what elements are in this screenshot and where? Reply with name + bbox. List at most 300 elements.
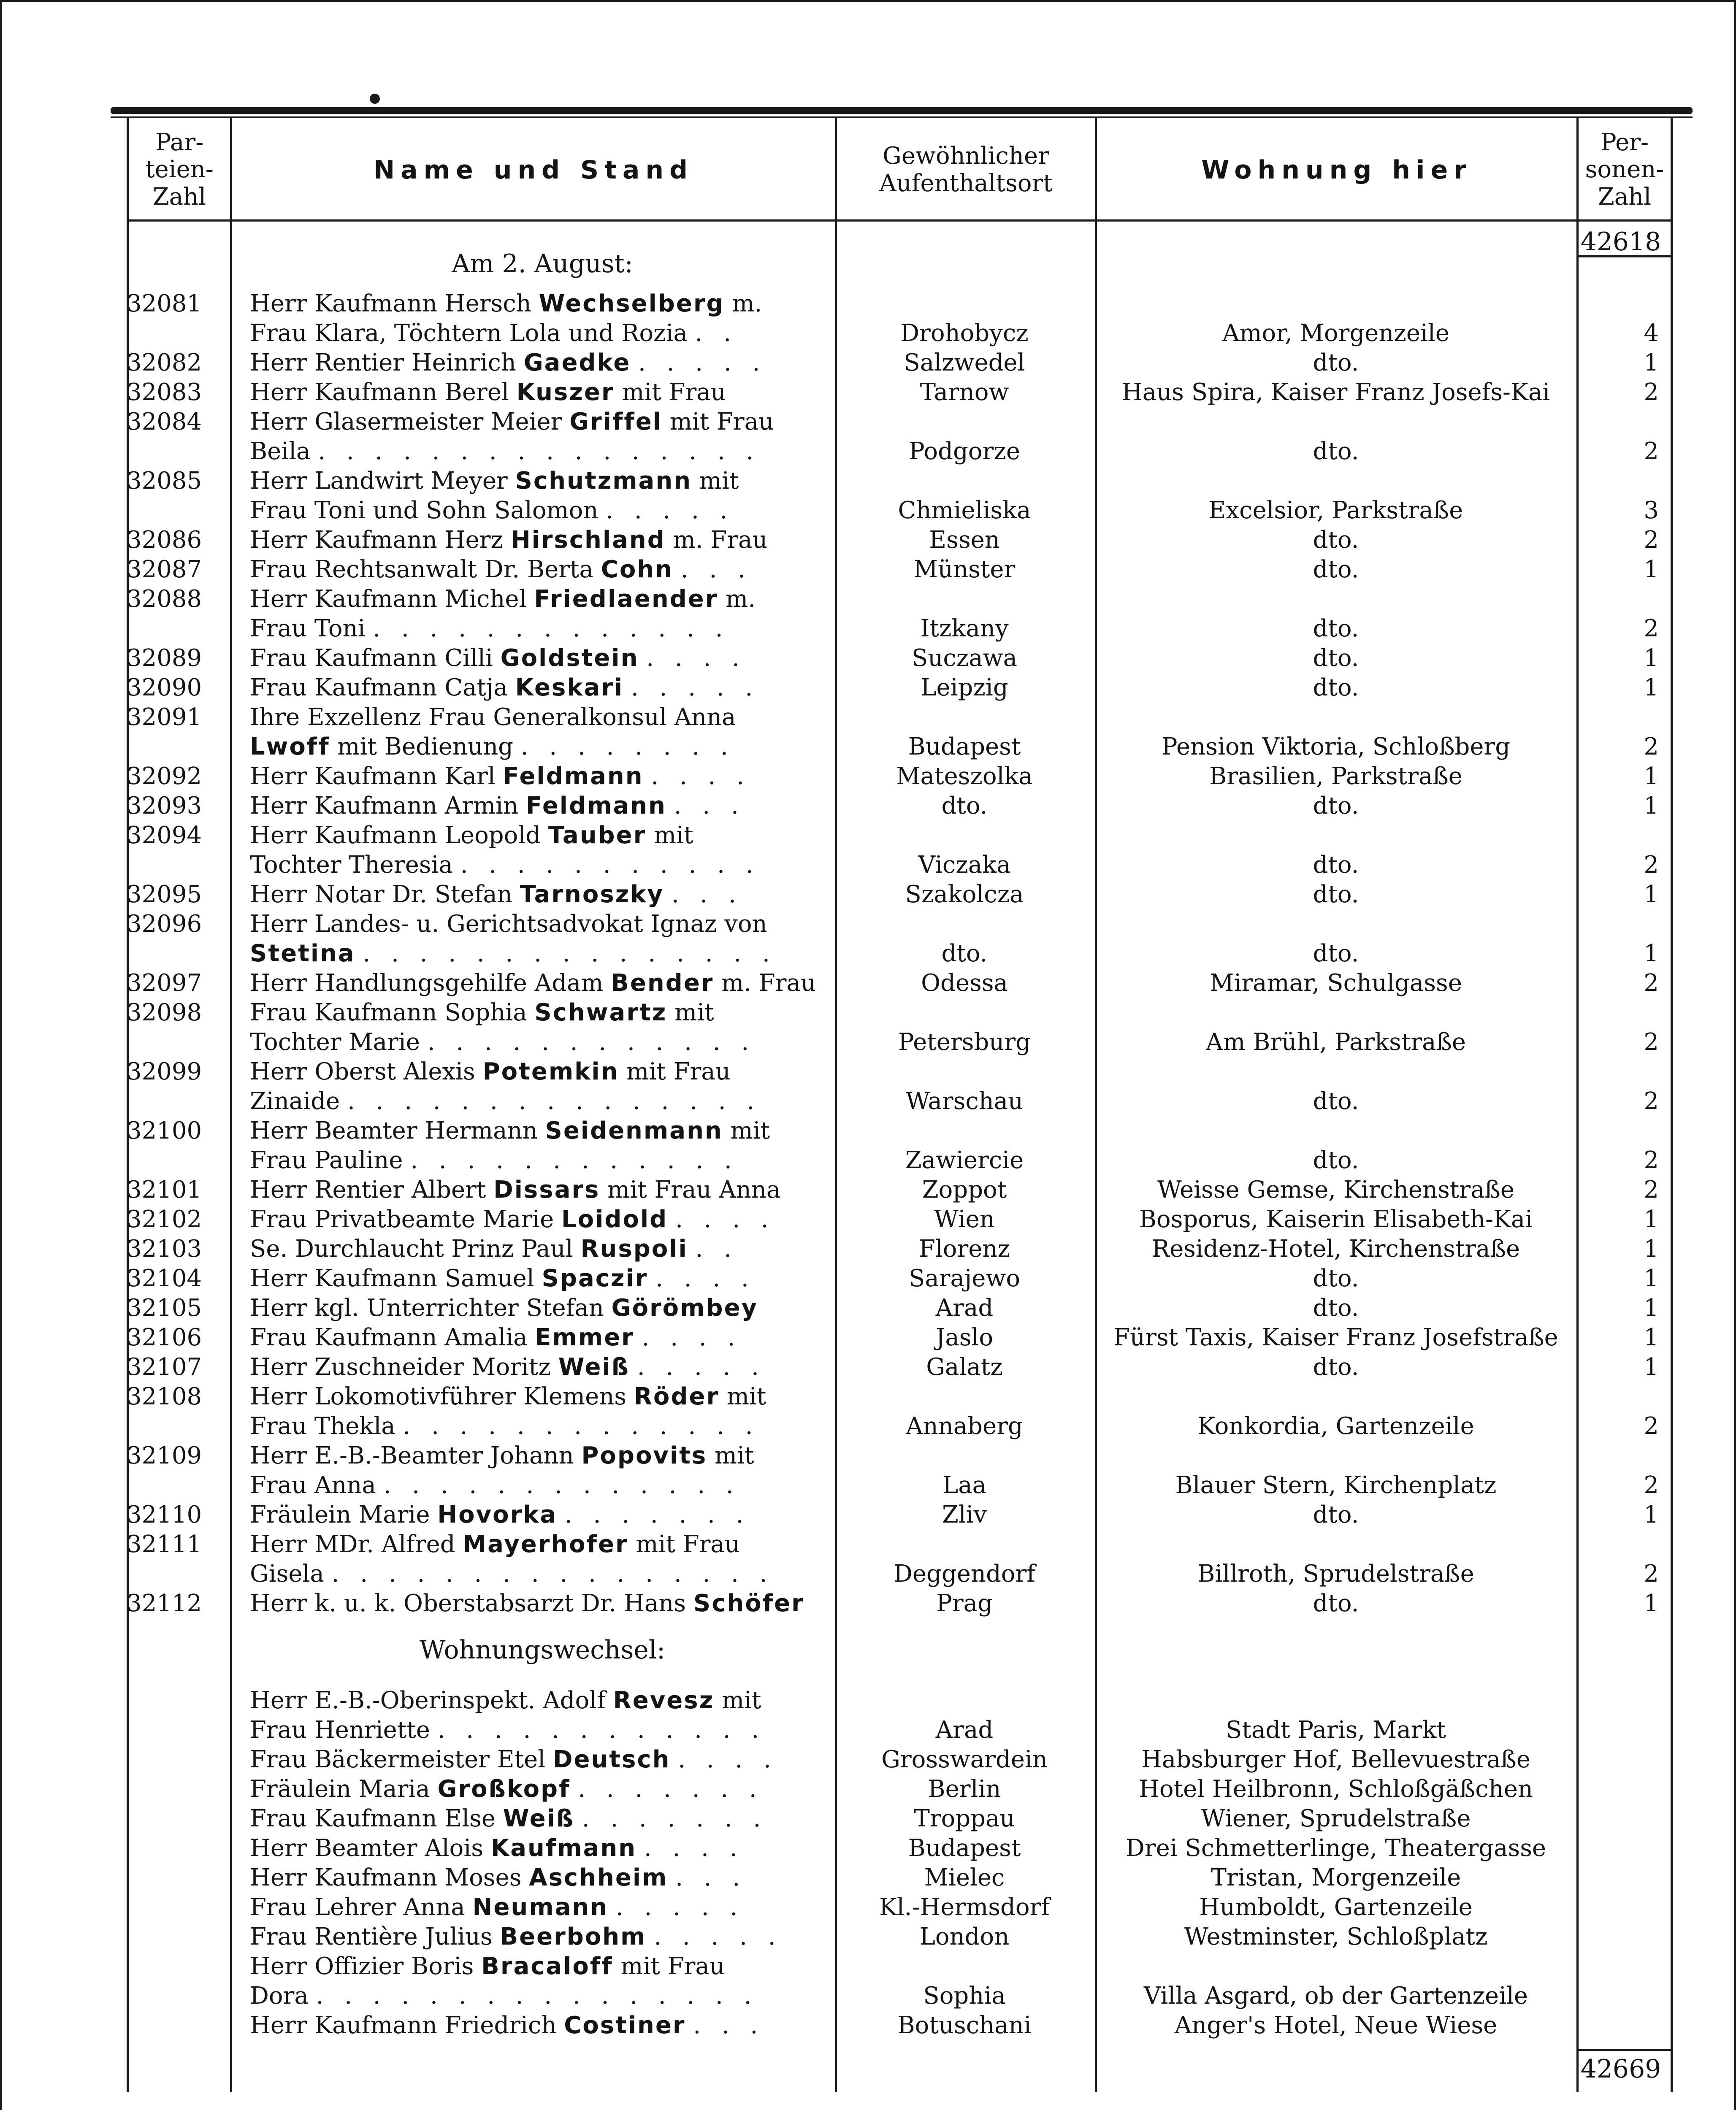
person-count: 4 <box>1644 319 1659 347</box>
party-number: 32081 <box>127 290 202 317</box>
leader-dots: . . . . <box>675 1206 775 1233</box>
party-number: 32097 <box>127 969 202 997</box>
name-line <box>250 821 828 850</box>
usual-residence: Grosswardein <box>881 1746 1048 1773</box>
name-line <box>250 1087 828 1116</box>
surname: Griffel <box>569 408 662 436</box>
leader-dots: . . . . . . . . . . . . <box>437 1716 766 1744</box>
party-number: 32107 <box>127 1353 202 1381</box>
usual-residence: dto. <box>941 940 988 967</box>
dwelling-here: dto. <box>1313 438 1359 465</box>
usual-residence: Mielec <box>924 1864 1005 1891</box>
party-number: 32091 <box>127 703 202 731</box>
name-line <box>250 1775 828 1804</box>
name-line <box>250 1028 828 1057</box>
name-prefix: Herr Kaufmann Armin <box>250 792 526 820</box>
surname: Feldmann <box>503 763 644 790</box>
name-continuation: mit Bedienung <box>330 733 513 760</box>
surname: Tarnoszky <box>520 881 664 908</box>
dwelling-here: Habsburger Hof, Bellevuestraße <box>1141 1746 1530 1773</box>
leader-dots: . . . . . . . <box>565 1501 750 1528</box>
leader-dots: . . . . . . . . <box>520 733 735 760</box>
name-line <box>250 555 828 584</box>
name-line <box>250 1234 828 1264</box>
leader-dots: . . . . . . . . . . . . . . . . <box>316 1982 758 2010</box>
dwelling-here: Billroth, Sprudelstraße <box>1197 1560 1474 1588</box>
party-number: 32096 <box>127 910 202 938</box>
leader-dots: . . . . <box>642 1324 742 1351</box>
leader-dots: . . . . . <box>654 1923 783 1950</box>
person-count: 1 <box>1644 556 1659 583</box>
name-line <box>250 1205 828 1234</box>
surname: Kuszer <box>516 379 615 406</box>
surname: Röder <box>634 1383 720 1410</box>
party-number: 32090 <box>127 674 202 701</box>
dwelling-here: dto. <box>1313 881 1359 908</box>
dwelling-here: dto. <box>1313 556 1359 583</box>
name-line <box>250 1323 828 1353</box>
surname: Potemkin <box>482 1058 619 1085</box>
usual-residence: Zliv <box>942 1501 987 1528</box>
name-line <box>250 584 828 614</box>
dwelling-here: dto. <box>1313 1147 1359 1174</box>
name-prefix: Herr k. u. k. Oberstabsarzt Dr. Hans <box>250 1590 693 1617</box>
leader-dots: . . . . . . . . . . . . . <box>403 1412 760 1440</box>
surname: Tauber <box>548 822 647 849</box>
total-rule-bottom <box>1576 2049 1673 2051</box>
party-number: 32088 <box>127 585 202 613</box>
leader-dots: . . . . <box>646 644 746 672</box>
name-line <box>250 732 828 762</box>
person-count: 2 <box>1644 1147 1659 1174</box>
surname: Beerbohm <box>500 1923 647 1950</box>
surname: Mayerhofer <box>463 1531 628 1558</box>
leader-dots: . . . . . <box>637 1353 766 1381</box>
party-number: 32112 <box>127 1590 202 1617</box>
surname: Gaedke <box>523 349 631 376</box>
dwelling-here: Weisse Gemse, Kirchenstraße <box>1157 1176 1514 1204</box>
party-number: 32093 <box>127 792 202 820</box>
name-suffix: m. Frau <box>665 526 768 554</box>
header-persons-line-1: Per- <box>1601 128 1649 156</box>
dwelling-here: Anger's Hotel, Neue Wiese <box>1174 2012 1498 2039</box>
name-line <box>250 880 828 909</box>
header-dwelling: Wohnung hier <box>1201 155 1472 185</box>
party-number: 32084 <box>127 408 202 436</box>
name-prefix: Frau Kaufmann Catja <box>250 674 515 701</box>
leader-dots: . . . . . . . . . . . <box>460 851 760 879</box>
surname: Dissars <box>493 1176 600 1204</box>
header-name: Name und Stand <box>373 155 694 185</box>
name-prefix: Herr E.-B.-Oberinspekt. Adolf <box>250 1687 613 1714</box>
leader-dots: . . . <box>674 792 745 820</box>
name-line <box>250 348 828 378</box>
name-prefix: Frau Kaufmann Cilli <box>250 644 501 672</box>
name-prefix: Herr Kaufmann Herz <box>250 526 511 554</box>
person-count: 1 <box>1644 881 1659 908</box>
surname: Friedlaender <box>534 585 718 613</box>
dwelling-here: Am Brühl, Parkstraße <box>1205 1028 1466 1056</box>
usual-residence: Podgorze <box>909 438 1020 465</box>
dwelling-here: Miramar, Schulgasse <box>1210 969 1462 997</box>
party-number: 32105 <box>127 1294 202 1322</box>
dwelling-here: Westminster, Schloßplatz <box>1184 1923 1488 1950</box>
usual-residence: Annaberg <box>906 1412 1023 1440</box>
name-prefix: Herr E.-B.-Beamter Johann <box>250 1442 582 1469</box>
usual-residence: Itzkany <box>920 615 1009 642</box>
dwelling-here: Drei Schmetterlinge, Theatergasse <box>1125 1834 1546 1862</box>
person-count: 3 <box>1644 497 1659 524</box>
name-suffix: mit Frau <box>614 379 726 406</box>
dwelling-here: dto. <box>1313 940 1359 967</box>
leader-dots: . . . <box>693 2012 765 2039</box>
dwelling-here: Amor, Morgenzeile <box>1222 319 1449 347</box>
header-residence-line-2: Aufenthaltsort <box>879 169 1053 197</box>
party-number: 32092 <box>127 763 202 790</box>
dwelling-here: dto. <box>1313 644 1359 672</box>
surname: Weiß <box>558 1353 630 1381</box>
name-prefix: Herr Kaufmann Leopold <box>250 822 548 849</box>
usual-residence: Chmieliska <box>898 497 1031 524</box>
usual-residence: Zoppot <box>922 1176 1007 1204</box>
leader-dots: . . . . . <box>606 497 734 524</box>
leader-dots: . . . . . . . . . . . . . . . <box>363 940 777 967</box>
person-count: 2 <box>1644 1176 1659 1204</box>
person-count: 1 <box>1644 674 1659 701</box>
dwelling-here: Tristan, Morgenzeile <box>1211 1864 1461 1891</box>
name-line <box>250 1745 828 1775</box>
name-line <box>250 2011 828 2040</box>
usual-residence: Zawiercie <box>905 1147 1024 1174</box>
party-number: 32082 <box>127 349 202 376</box>
name-line <box>250 1412 828 1441</box>
name-prefix: Herr Landwirt Meyer <box>250 467 515 495</box>
name-continuation: Zinaide <box>250 1087 340 1115</box>
leader-dots: . . . . . <box>631 674 760 701</box>
usual-residence: Viczaka <box>918 851 1011 879</box>
surname: Feldmann <box>525 792 666 820</box>
leader-dots: . . . . . . . <box>582 1805 768 1832</box>
surname: Schwartz <box>534 999 667 1026</box>
usual-residence: Münster <box>913 556 1016 583</box>
date-heading: Am 2. August: <box>452 249 633 279</box>
name-line <box>250 1893 828 1922</box>
dwelling-here: Humboldt, Gartenzeile <box>1199 1894 1473 1921</box>
name-continuation: Frau Klara, Töchtern Lola und Rozia <box>250 319 688 347</box>
surname: Costiner <box>564 2012 686 2039</box>
dwelling-here: dto. <box>1313 851 1359 879</box>
name-suffix: m. <box>718 585 756 613</box>
usual-residence: Sarajewo <box>908 1265 1021 1292</box>
surname: Schutzmann <box>515 467 692 495</box>
person-count: 2 <box>1644 733 1659 760</box>
name-prefix: Herr Kaufmann Friedrich <box>250 2012 564 2039</box>
leader-dots: . . . . . . . . . . . . . . . <box>347 1087 761 1115</box>
usual-residence: Florenz <box>919 1235 1010 1263</box>
usual-residence: Tarnow <box>920 379 1009 406</box>
name-suffix: mit Frau <box>613 1953 725 1980</box>
name-prefix: Herr Offizier Boris <box>250 1953 482 1980</box>
name-prefix: Frau Rentière Julius <box>250 1923 500 1950</box>
name-line <box>250 1471 828 1500</box>
usual-residence: Essen <box>929 526 1000 554</box>
name-suffix: mit Frau <box>619 1058 731 1085</box>
leader-dots: . . <box>695 1235 738 1263</box>
name-line <box>250 1559 828 1589</box>
party-number: 32083 <box>127 379 202 406</box>
party-number: 32108 <box>127 1383 202 1410</box>
name-prefix: Herr Oberst Alexis <box>250 1058 483 1085</box>
usual-residence: Wien <box>934 1206 995 1233</box>
name-line <box>250 1057 828 1087</box>
name-prefix: Frau Kaufmann Amalia <box>250 1324 535 1351</box>
header-party-line-1: Par- <box>155 128 204 156</box>
dwelling-here: Bosporus, Kaiserin Elisabeth-Kai <box>1139 1206 1533 1233</box>
name-line <box>250 1589 828 1618</box>
name-prefix: Herr Kaufmann Moses <box>250 1864 529 1891</box>
person-count: 1 <box>1644 1235 1659 1263</box>
usual-residence: Petersburg <box>898 1028 1031 1056</box>
person-count: 2 <box>1644 851 1659 879</box>
name-line <box>250 1500 828 1530</box>
usual-residence: Arad <box>935 1716 994 1744</box>
header-residence-line-1: Gewöhnlicher <box>883 142 1049 170</box>
surname: Hirschland <box>510 526 666 554</box>
name-continuation: Frau Toni und Sohn Salomon <box>250 497 599 524</box>
usual-residence: Odessa <box>921 969 1008 997</box>
dwelling-here: Fürst Taxis, Kaiser Franz Josefstraße <box>1113 1324 1558 1351</box>
party-number: 32111 <box>127 1531 202 1558</box>
name-line <box>250 998 828 1028</box>
person-count: 1 <box>1644 763 1659 790</box>
column-divider-name <box>835 117 837 2092</box>
name-continuation: Tochter Marie <box>250 1028 420 1056</box>
leader-dots: . . . . . <box>615 1894 745 1921</box>
party-number: 32095 <box>127 881 202 908</box>
party-number: 32087 <box>127 556 202 583</box>
name-line <box>250 1715 828 1745</box>
person-count: 1 <box>1644 1265 1659 1292</box>
dwelling-here: dto. <box>1313 526 1359 554</box>
usual-residence: Kl.-Hermsdorf <box>879 1894 1050 1921</box>
name-line <box>250 1834 828 1863</box>
name-continuation: Frau Anna <box>250 1472 376 1499</box>
surname: Weiß <box>503 1805 575 1832</box>
usual-residence: Botuschani <box>897 2012 1032 2039</box>
name-suffix: mit <box>692 467 739 495</box>
name-prefix: Herr Notar Dr. Stefan <box>250 881 520 908</box>
dwelling-here: dto. <box>1313 1087 1359 1115</box>
surname: Keskari <box>515 674 624 701</box>
person-count: 1 <box>1644 1353 1659 1381</box>
dwelling-here: dto. <box>1313 1501 1359 1528</box>
surname: Wechselberg <box>539 290 725 317</box>
name-suffix: mit <box>707 1442 754 1469</box>
carry-over-total: 42618 <box>1580 227 1661 257</box>
name-prefix: Frau Privatbeamte Marie <box>250 1206 562 1233</box>
column-divider-num <box>230 117 232 2092</box>
party-number: 32103 <box>127 1235 202 1263</box>
party-number: 32094 <box>127 822 202 849</box>
name-prefix: Herr Kaufmann Hersch <box>250 290 539 317</box>
dwelling-here: dto. <box>1313 1294 1359 1322</box>
surname: Lwoff <box>250 733 330 760</box>
name-line <box>250 319 828 348</box>
closing-total: 42669 <box>1580 2054 1661 2084</box>
name-line <box>250 525 828 555</box>
leader-dots: . . . . <box>651 763 751 790</box>
name-prefix: Frau Kaufmann Else <box>250 1805 503 1832</box>
header-persons <box>1579 120 1671 219</box>
usual-residence: Mateszolka <box>896 763 1033 790</box>
dwelling-here: Residenz-Hotel, Kirchenstraße <box>1151 1235 1520 1263</box>
name-prefix: Ihre Exzellenz Frau Generalkonsul Anna <box>250 703 736 731</box>
dwelling-here: Pension Viktoria, Schloßberg <box>1161 733 1511 760</box>
usual-residence: London <box>919 1923 1010 1950</box>
name-prefix: Herr Handlungsgehilfe Adam <box>250 969 611 997</box>
name-continuation: Frau Thekla <box>250 1412 395 1440</box>
column-divider-dwelling <box>1576 117 1579 2092</box>
name-line <box>250 673 828 703</box>
name-prefix: Fräulein Marie <box>250 1501 438 1528</box>
dwelling-here: Excelsior, Parkstraße <box>1208 497 1463 524</box>
name-prefix: Herr Beamter Hermann <box>250 1117 545 1144</box>
name-suffix: mit <box>667 999 714 1026</box>
leader-dots: . . . . . <box>638 349 767 376</box>
name-line <box>250 1804 828 1834</box>
dwelling-here: dto. <box>1313 1265 1359 1292</box>
name-line <box>250 1264 828 1293</box>
person-count: 2 <box>1644 438 1659 465</box>
usual-residence: Sophia <box>923 1982 1006 2010</box>
name-suffix: mit Frau Anna <box>600 1176 781 1204</box>
name-line <box>250 1686 828 1715</box>
person-count: 1 <box>1644 644 1659 672</box>
dwelling-here: Hotel Heilbronn, Schloßgäßchen <box>1139 1775 1533 1803</box>
ink-dot <box>370 94 380 104</box>
dwelling-here: dto. <box>1313 674 1359 701</box>
leader-dots: . . . . . . . . . . . . . . . . <box>331 1560 774 1588</box>
usual-residence: Prag <box>936 1590 993 1617</box>
name-line <box>250 1116 828 1146</box>
name-continuation: Gisela <box>250 1560 324 1588</box>
surname: Neumann <box>472 1894 609 1921</box>
name-line <box>250 1441 828 1471</box>
usual-residence: Salzwedel <box>904 349 1025 376</box>
name-prefix: Herr kgl. Unterrichter Stefan <box>250 1294 612 1322</box>
person-count: 2 <box>1644 1560 1659 1588</box>
surname: Cohn <box>601 556 674 583</box>
name-suffix: m. <box>724 290 762 317</box>
surname: Spaczir <box>542 1265 648 1292</box>
surname: Görömbey <box>611 1294 758 1322</box>
leader-dots: . . . . . . . . . . . . . <box>383 1472 740 1499</box>
name-line <box>250 378 828 407</box>
name-prefix: Fräulein Maria <box>250 1775 438 1803</box>
usual-residence: Troppau <box>914 1805 1015 1832</box>
top-rule-thin <box>111 116 1693 118</box>
usual-residence: Galatz <box>926 1353 1003 1381</box>
name-line <box>250 466 828 496</box>
name-line <box>250 1530 828 1559</box>
usual-residence: Suczawa <box>911 644 1017 672</box>
party-number: 32110 <box>127 1501 202 1528</box>
leader-dots: . . . <box>680 556 752 583</box>
leader-dots: . . . . <box>644 1834 744 1862</box>
leader-dots: . . . <box>671 881 743 908</box>
name-prefix: Herr Beamter Alois <box>250 1834 491 1862</box>
name-line <box>250 850 828 880</box>
name-prefix: Herr Zuschneider Moritz <box>250 1353 558 1381</box>
dwelling-here: Haus Spira, Kaiser Franz Josefs-Kai <box>1121 379 1550 406</box>
name-continuation: Frau Pauline <box>250 1147 403 1174</box>
name-line <box>250 909 828 939</box>
name-line <box>250 1382 828 1412</box>
header-persons-line-2: sonen- <box>1585 156 1664 184</box>
person-count: 2 <box>1644 526 1659 554</box>
usual-residence: Berlin <box>928 1775 1001 1803</box>
usual-residence: dto. <box>941 792 988 820</box>
name-continuation: Beila <box>250 438 311 465</box>
name-line <box>250 1175 828 1205</box>
name-prefix: Herr Landes- u. Gerichtsadvokat Ignaz von <box>250 910 767 938</box>
dwelling-here: dto. <box>1313 1590 1359 1617</box>
dwelling-here: Stadt Paris, Markt <box>1226 1716 1446 1744</box>
name-line <box>250 968 828 998</box>
surname: Ruspoli <box>580 1235 688 1263</box>
person-count: 1 <box>1644 940 1659 967</box>
column-divider-place <box>1095 117 1097 2092</box>
usual-residence: Jaslo <box>935 1324 994 1351</box>
dwelling-here: Brasilien, Parkstraße <box>1209 763 1462 790</box>
party-number: 32109 <box>127 1442 202 1469</box>
name-line <box>250 1952 828 1981</box>
name-continuation: Dora <box>250 1982 309 2010</box>
name-prefix: Frau Lehrer Anna <box>250 1894 473 1921</box>
name-prefix: Herr MDr. Alfred <box>250 1531 463 1558</box>
name-prefix: Herr Rentier Albert <box>250 1176 494 1204</box>
surname: Bracaloff <box>481 1953 613 1980</box>
person-count: 2 <box>1644 1028 1659 1056</box>
name-line <box>250 1146 828 1175</box>
name-suffix: mit <box>714 1687 761 1714</box>
person-count: 2 <box>1644 969 1659 997</box>
dwelling-here: dto. <box>1313 792 1359 820</box>
leader-dots: . . . . . . . . . . . . <box>427 1028 756 1056</box>
person-count: 2 <box>1644 1472 1659 1499</box>
party-number: 32086 <box>127 526 202 554</box>
person-count: 1 <box>1644 1206 1659 1233</box>
usual-residence: Szakolcza <box>905 881 1024 908</box>
header-residence <box>837 120 1095 219</box>
surname: Aschheim <box>529 1864 668 1891</box>
person-count: 2 <box>1644 379 1659 406</box>
name-prefix: Herr Rentier Heinrich <box>250 349 524 376</box>
dwelling-here: dto. <box>1313 1353 1359 1381</box>
name-line <box>250 644 828 673</box>
surname: Schöfer <box>693 1590 804 1617</box>
name-line <box>250 289 828 319</box>
party-number: 32085 <box>127 467 202 495</box>
name-suffix: m. Frau <box>714 969 816 997</box>
person-count: 2 <box>1644 1087 1659 1115</box>
name-line <box>250 1922 828 1952</box>
surname: Bender <box>611 969 714 997</box>
party-number: 32106 <box>127 1324 202 1351</box>
usual-residence: Warschau <box>905 1087 1024 1115</box>
party-number: 32104 <box>127 1265 202 1292</box>
leader-dots: . . . . <box>678 1746 778 1773</box>
